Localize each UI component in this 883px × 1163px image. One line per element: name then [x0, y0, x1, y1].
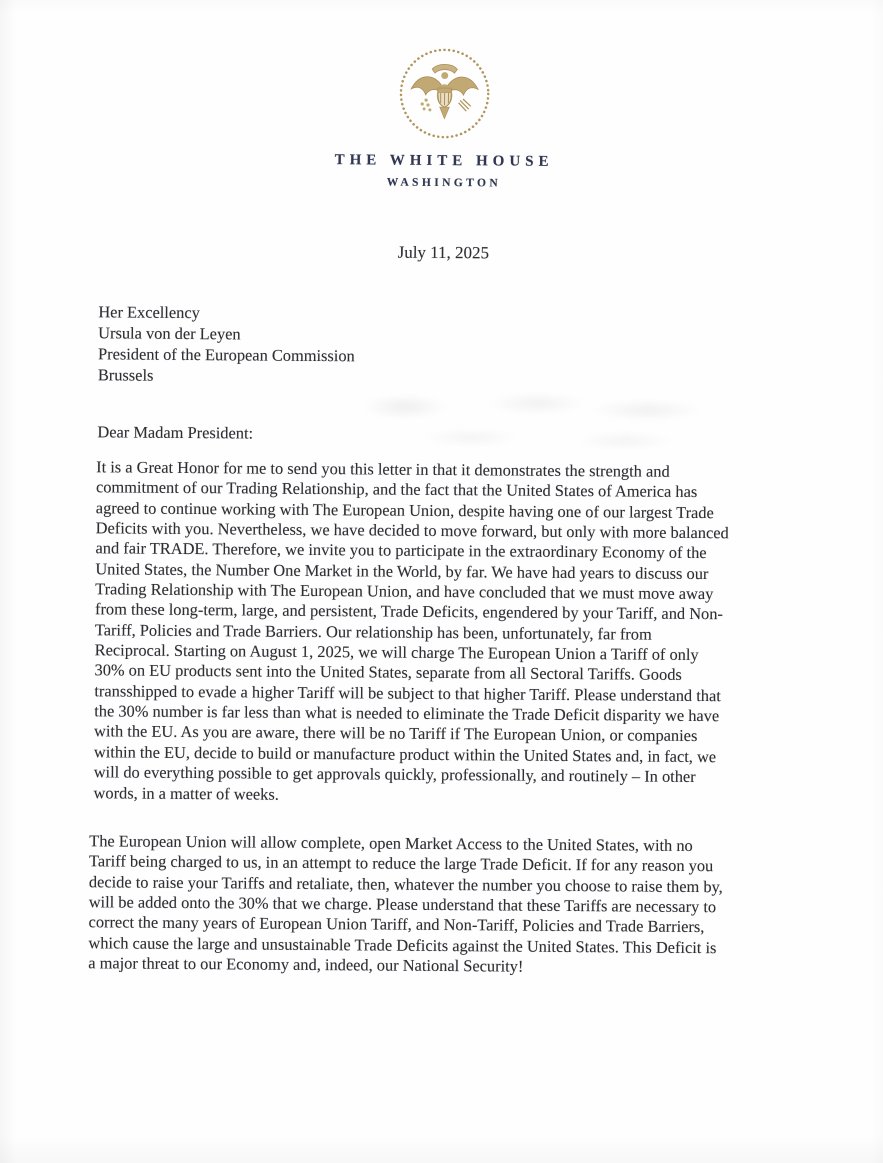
presidential-seal-icon — [396, 45, 494, 143]
letter-date: July 11, 2025 — [397, 242, 490, 263]
letterhead — [2, 42, 883, 193]
recipient-address: Her Excellency Ursula von der Leyen President of the European Commission Brussels — [97, 302, 355, 385]
salutation: Dear Madam President: — [97, 422, 254, 443]
letterhead-title: THE WHITE HOUSE — [334, 152, 554, 170]
letterhead-subtitle: WASHINGTON — [386, 176, 502, 190]
body-paragraph-1: It is a Great Honor for me to send you this letter in that it demonstrates the strength and commitment of our Trading Relationship, and the fact that the United States of America has agreed to continue working with The European Union, despite having one of our largest Trade Deficits with you. Nevertheless, we have decided to move forward, but only with more balanced and fair TRADE. Therefore, we invite you to participate in the extraordinary Economy of the United States, the Number One Market in the World, by far. We have had years to discuss our Trading Relationship with The European Union, and have concluded that we must move away from these long-term, large, and persistent, Trade Deficits, engendered by your Tariff, and Non- Tariff, Policies and Trade Barriers. Our relationship has been, unfortunately, far from Reciprocal. Starting on August 1, 2025, we will charge The European Union a Tariff of only 30% on EU products sent into the United States, separate from all Sectoral Tariffs. Goods transshipped to evade a higher Tariff will be subject to that higher Tariff. Please understand that the 30% number is far less than what is needed to eliminate the Trade Deficit disparity we have with the EU. As you are aware, there will be no Tariff if The European Union, or companies within the EU, decide to build or manufacture product within the United States and, in fact, we will do everything possible to get approvals quickly, professionally, and routinely – In other words, in a matter of weeks. — [93, 457, 729, 804]
body-paragraph-2: The European Union will allow complete, open Market Access to the United States, with no Tariff being charged to us, in an attempt to reduce the large Trade Deficit. If for any reason you decide to raise your Tariffs and retaliate, then, whatever the number you choose to raise them by, will be added onto the 30% that we charge. Please understand that these Tariffs are necessary to correct the many years of European Union Tariff, and Non-Tariff, Policies and Trade Barriers, which cause the large and unsustainable Trade Deficits against the United States. This Deficit is a major threat to our Economy and, indeed, our National Security! — [88, 831, 723, 976]
